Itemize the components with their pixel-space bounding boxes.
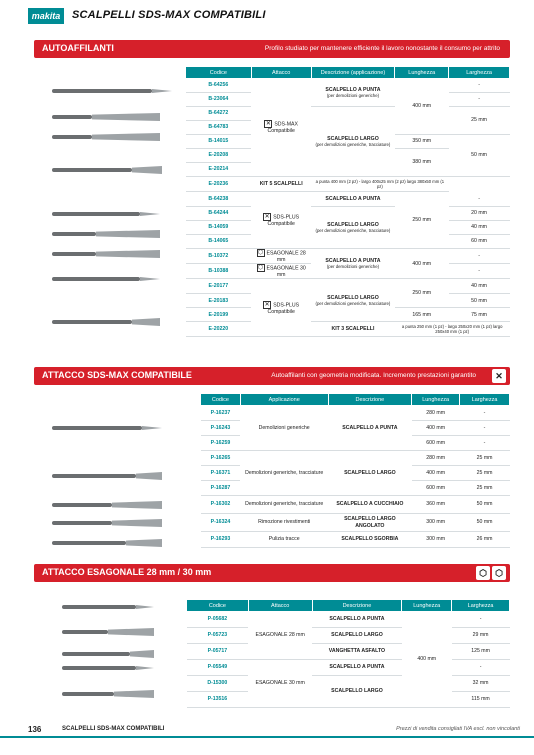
width-cell: 115 mm [452,692,510,708]
product-table-1 [185,66,510,337]
desc-sub: (per demolizioni generiche) [326,93,380,99]
width-cell: - [452,612,510,628]
desc-cell [311,279,395,322]
attacco-cell: ESAGONALE 30 mm [248,660,312,708]
desc-title: KIT 5 SCALPELLI [251,177,311,192]
product-code: P-16265 [201,451,241,466]
width-cell: 40 mm [449,221,510,235]
width-cell: 26 mm [460,532,510,548]
width-cell: 20 mm [449,207,510,221]
product-code: B-64272 [186,107,252,121]
desc-sub: (per demolizioni generiche, tracciature) [315,142,391,148]
attacco-cell [251,79,311,177]
application-cell: Demolizioni generiche [240,406,328,451]
section-desc: Profilo studiato per mantenere efficiente il lavoro nonostante il consumo per attrito [264,45,500,52]
chisel-image [52,133,160,141]
table-header-row [201,394,510,406]
width-cell: 25 mm [449,107,510,135]
desc-title: SCALPELLO LARGO [312,676,402,708]
page-title: SCALPELLI SDS-MAX COMPATIBILI [72,9,266,21]
section-header-autoaffilanti [34,40,510,58]
length-cell: 280 mm [412,406,460,421]
page-number: 136 [28,725,42,734]
length-cell: 380 mm [395,149,449,177]
col-header: Descrizione [328,394,412,406]
product-code: P-16302 [201,496,241,514]
chisel-image [52,210,160,218]
product-code: B-14065 [186,235,252,249]
sds-plus-icon: ✕ [264,301,270,308]
width-cell: 60 mm [449,235,510,249]
desc-title: SCALPELLO A PUNTA [311,192,395,207]
product-code: P-16293 [201,532,241,548]
width-cell: 50 mm [449,294,510,308]
desc-sub: (per demolizioni generiche, tracciature) [315,228,391,234]
product-code: D-15300 [187,676,249,692]
width-cell: 50 mm [449,135,510,177]
col-header: Descrizione (applicazione) [311,67,395,79]
length-cell: 400 mm [395,249,449,279]
width-cell: 125 mm [452,644,510,660]
attacco-label: SDS-MAX Compatibile [267,121,298,135]
table-row [186,249,510,264]
product-code: P-16243 [201,421,241,436]
table-row [186,192,510,207]
width-cell: 25 mm [460,451,510,466]
kit-detail: a punta 250 mm (1 pz) - largo 250x20 mm (1 pz) largo 250x40 mm (1 pz) [395,322,510,337]
table-row [187,612,510,628]
desc-title: SCALPELLO LARGO [327,294,379,301]
sds-plus-icon: ✕ [264,213,270,220]
sds-max-icon: ✕ [492,369,506,383]
desc-title: SCALPELLO SGORBIA [328,532,412,548]
chisel-image [52,230,160,238]
product-table-2 [200,393,510,548]
table-row [187,628,510,644]
table-row [187,644,510,660]
attacco-label: SDS-PLUS Compatibile [267,214,300,227]
product-code: P-05717 [187,644,249,660]
product-code: P-16371 [201,466,241,481]
chisel-image [62,664,154,672]
product-code: P-16259 [201,436,241,451]
chisel-image [52,275,160,283]
section-title: ATTACCO ESAGONALE 28 mm / 30 mm [42,567,212,577]
length-cell: 300 mm [412,514,460,532]
width-cell: - [449,79,510,93]
desc-title: SCALPELLO LARGO [327,135,379,142]
width-cell: - [449,249,510,264]
table-row [186,207,510,221]
desc-title: SCALPELLO LARGO ANGOLATO [328,514,412,532]
col-header: Codice [186,67,252,79]
table-row [201,514,510,532]
length-cell: 600 mm [412,481,460,496]
chisel-image [52,318,160,326]
page-header [0,0,534,30]
product-code: B-64244 [186,207,252,221]
width-cell: 40 mm [449,279,510,294]
product-code: E-20183 [186,294,252,308]
product-code: P-05682 [187,612,249,628]
attacco-cell [251,192,311,249]
product-code: P-05723 [187,628,249,644]
section-header-sds-max [34,367,510,385]
table-row [201,451,510,466]
table-row [186,177,510,192]
col-header: Attacco [251,67,311,79]
col-header: Lunghezza [412,394,460,406]
product-code: E-20199 [186,308,252,322]
brand-logo: makita [28,8,64,24]
length-cell: 165 mm [395,308,449,322]
col-header: Applicazione [240,394,328,406]
chisel-image [62,603,154,611]
product-code: B-23064 [186,93,252,107]
col-header: Descrizione [312,600,402,612]
col-header: Lunghezza [402,600,452,612]
length-cell: 400 mm [412,421,460,436]
length-cell: 350 mm [395,135,449,149]
table-row [187,660,510,676]
section-desc: Autoaffilanti con geometria modificata. Incremento prestazioni garantito [271,372,476,379]
attacco-label: SDS-PLUS Compatibile [267,302,300,315]
table-row [186,107,510,121]
hex-30-icon: ⬡ [492,566,506,580]
product-code: E-20208 [186,149,252,163]
col-header: Larghezza [460,394,510,406]
width-cell: - [460,421,510,436]
desc-title: VANGHETTA ASFALTO [312,644,402,660]
width-cell: - [449,192,510,207]
desc-sub: (per demolizioni generiche) [326,264,380,270]
chisel-image [62,650,154,658]
application-cell: Pulizia tracce [240,532,328,548]
application-cell: Rimozione rivestimenti [240,514,328,532]
product-code: B-64783 [186,121,252,135]
desc-cell [311,79,395,107]
product-table-3 [186,599,510,708]
table-row [201,532,510,548]
desc-title: SCALPELLO A PUNTA [312,612,402,628]
chisel-image [52,250,160,258]
product-code: B-10388 [186,264,252,279]
chisel-image [52,519,162,527]
length-cell: 250 mm [395,192,449,249]
product-code: E-20220 [186,322,252,337]
desc-cell [311,207,395,249]
product-code: P-16237 [201,406,241,421]
desc-title: SCALPELLO LARGO [312,628,402,644]
table-row [186,279,510,294]
attacco-label: ESAGONALE 28 mm [266,250,306,263]
chisel-image [52,424,162,432]
chisel-image [52,87,172,95]
width-cell: 32 mm [452,676,510,692]
product-code: B-10372 [186,249,252,264]
desc-cell [311,107,395,177]
table-header-row [187,600,510,612]
table-row [201,406,510,421]
hex-28-icon: ⬡ [476,566,490,580]
application-cell: Demolizioni generiche, tracciature [240,496,328,514]
attacco-cell [251,279,311,337]
desc-title: SCALPELLO LARGO [328,451,412,496]
product-code: B-64256 [186,79,252,93]
application-cell: Demolizioni generiche, tracciature [240,451,328,496]
section-title: AUTOAFFILANTI [42,43,114,53]
table-row [187,676,510,692]
col-header: Lunghezza [395,67,449,79]
width-cell: - [449,93,510,107]
col-header: Larghezza [452,600,510,612]
length-cell: 360 mm [412,496,460,514]
width-cell: 25 mm [460,466,510,481]
product-code: B-14059 [186,221,252,235]
product-code: P-05549 [187,660,249,676]
product-code: E-20177 [186,279,252,294]
desc-title: KIT 3 SCALPELLI [311,322,395,337]
desc-title: SCALPELLO A PUNTA [312,660,402,676]
product-code: P-16324 [201,514,241,532]
attacco-cell [251,264,311,279]
width-cell: - [460,436,510,451]
page-footer [0,720,534,738]
col-header: Attacco [248,600,312,612]
col-header: Codice [201,394,241,406]
width-cell: 29 mm [452,628,510,644]
footer-note: Prezzi di vendita consigliati IVA escl. non vincolanti [396,726,520,732]
attacco-label: ESAGONALE 30 mm [266,265,306,279]
desc-title: SCALPELLO A PUNTA [325,86,381,93]
desc-cell [311,249,395,279]
width-cell: 50 mm [460,496,510,514]
product-code: P-16287 [201,481,241,496]
desc-title: SCALPELLO A PUNTA [328,406,412,451]
product-code: E-20236 [186,177,252,192]
table-header-row [186,67,510,79]
col-header: Codice [187,600,249,612]
hex-icon: ⬡ [257,265,264,272]
width-cell: 75 mm [449,308,510,322]
section-header-hex [34,564,510,582]
col-header: Larghezza [449,67,510,79]
product-code: B-14015 [186,135,252,149]
length-cell: 400 mm [395,79,449,135]
width-cell: - [452,660,510,676]
chisel-image [62,628,154,636]
desc-title: SCALPELLO LARGO [327,221,379,228]
kit-detail: a punta 400 mm (2 pz) - largo 400x25 mm (2 pz) largo 380x50 mm (1 pz) [311,177,449,192]
chisel-image [52,539,162,547]
width-cell: 50 mm [460,514,510,532]
attacco-cell: ESAGONALE 28 mm [248,612,312,660]
sds-max-icon: ✕ [265,121,271,128]
table-row [186,322,510,337]
hex-icon: ⬡ [257,250,264,256]
length-cell: 400 mm [412,466,460,481]
chisel-image [52,113,160,121]
table-row [186,79,510,93]
length-cell: 400 mm [402,612,452,708]
chisel-image [62,690,154,698]
width-cell: - [449,264,510,279]
length-cell: 280 mm [412,451,460,466]
width-cell: - [460,406,510,421]
footer-bar [0,736,534,738]
chisel-image [52,501,162,509]
product-code: B-64238 [186,192,252,207]
length-cell: 300 mm [412,532,460,548]
product-code: E-20214 [186,163,252,177]
chisel-image [52,472,162,480]
width-cell: 25 mm [460,481,510,496]
table-row [201,496,510,514]
footer-title: SCALPELLI SDS-MAX COMPATIBILI [62,726,165,732]
chisel-image [52,166,162,174]
attacco-cell [251,249,311,264]
length-cell: 600 mm [412,436,460,451]
product-code: P-13516 [187,692,249,708]
desc-title: SCALPELLO A PUNTA [325,258,381,265]
length-cell: 250 mm [395,279,449,308]
desc-sub: (per demolizioni generiche, tracciature) [315,300,391,306]
desc-title: SCALPELLO A CUCCHIAIO [328,496,412,514]
section-title: ATTACCO SDS-MAX COMPATIBILE [42,370,192,380]
